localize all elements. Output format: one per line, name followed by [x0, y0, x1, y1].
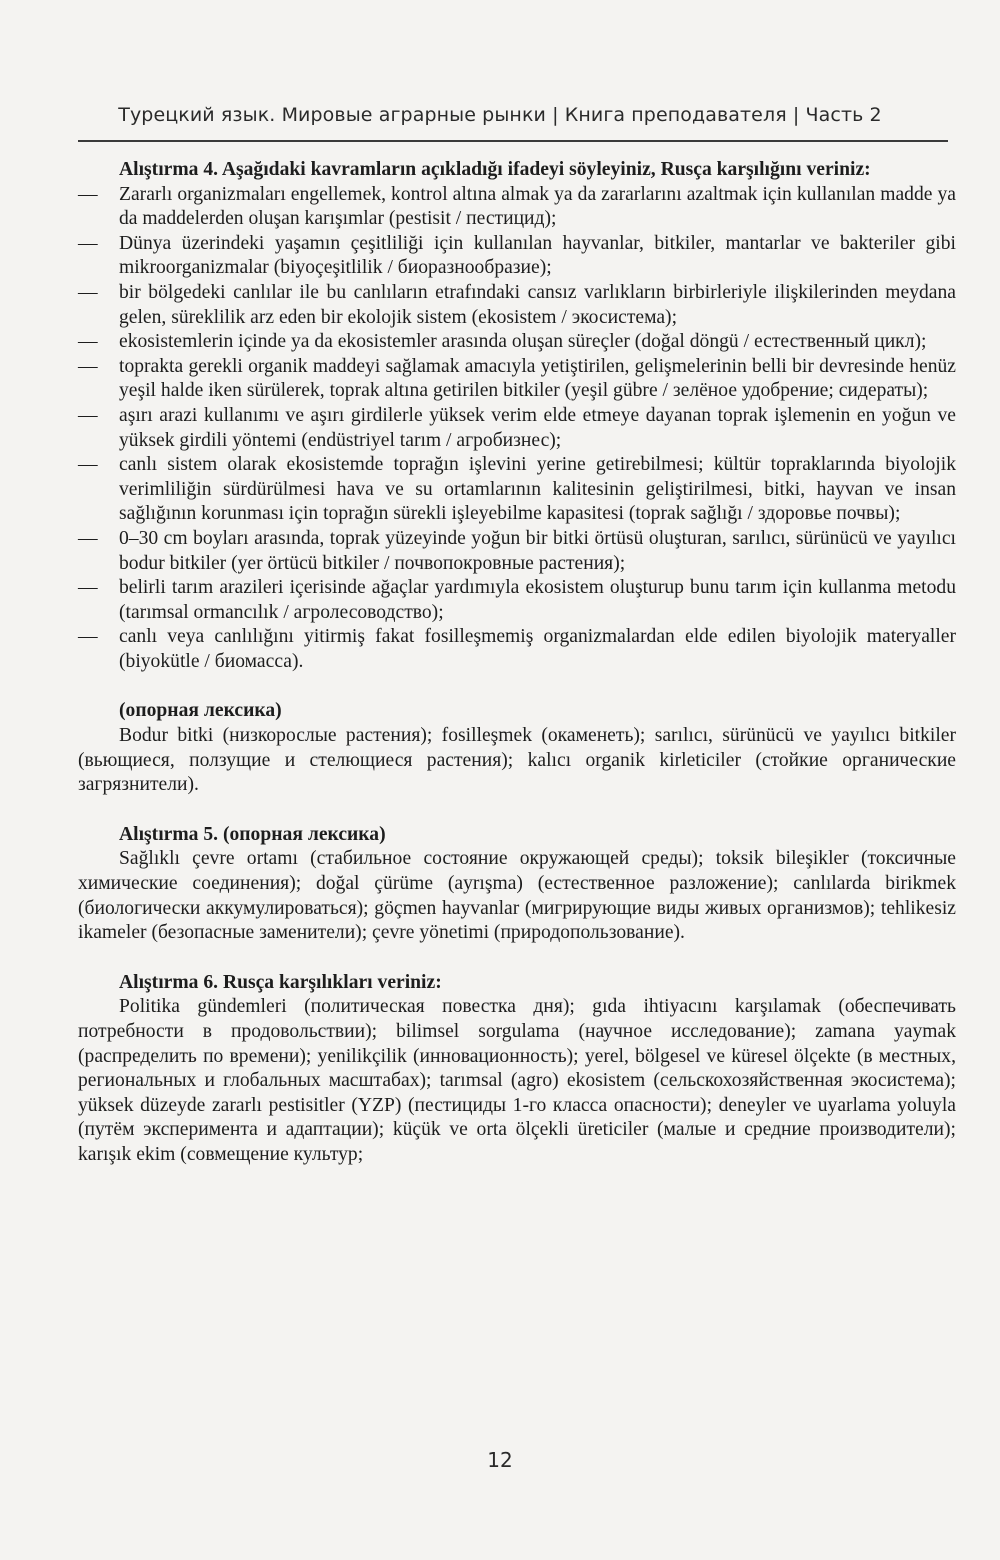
list-item-text: Zararlı organizmaları engellemek, kontrol altına almak ya da zararlarını azaltmak için kullanılan madde ya da maddelerden oluşan karışımlar (pestisit / пестицид); [119, 183, 956, 230]
list-item-text: canlı sistem olarak ekosistemde toprağın işlevini yerine getirebilmesi; kültür topraklarında biyolojik verimliliğin sürdürülmesi hava ve su ortamlarının kalitesinin geliştirilmesi, bitki, hayvan ve insan sağlığının korunması için toprağın sürekli işleyebilme kapasitesi (toprak sağlığı / здоровье почвы); [119, 454, 956, 525]
list-item [78, 404, 956, 453]
list-item [78, 330, 956, 355]
exercise-6-heading: Alıştırma 6. Rusça karşılıkları veriniz: [119, 971, 442, 993]
list-item-text: ekosistemlerin içinde ya da ekosistemler arasında oluşan süreçler (doğal döngü / естественный цикл); [119, 331, 927, 353]
exercise-4-list [78, 183, 956, 675]
list-item [78, 453, 956, 527]
list-item [78, 625, 956, 674]
dash-marker: — [78, 281, 98, 303]
exercise-5-paragraph: Sağlıklı çevre ortamı (стабильное состояние окружающей среды); toksik bileşikler (токсичные химические соединения); doğal çürüme (ayrışma) (естественное разложение); canlılarda birikmek (биологически аккумулироваться); göçmen hayvanlar (мигрирующие виды живых организмов); tehlikesiz ikameler (безопасные заменители); çevre yönetimi (природопользование). [78, 848, 956, 944]
page-content [78, 150, 956, 1168]
list-item-text: belirli tarım arazileri içerisinde ağaçlar yardımıyla ekosistem oluşturup bunu tarım için kullanma metodu (tarımsal ormancılık / агролесоводство); [119, 577, 956, 623]
running-header: Турецкий язык. Мировые аграрные рынки | Книга преподавателя | Часть 2 [118, 104, 882, 126]
list-item-text: aşırı arazi kullanımı ve aşırı girdilerle yüksek verim elde etmeye dayanan toprak işlemenin en yoğun ve yüksek girdili yöntemi (endüstriyel tarım / агробизнес); [119, 404, 956, 451]
header-rule [78, 140, 948, 142]
list-item-text: bir bölgedeki canlılar ile bu canlıların etrafındaki cansız varlıkların birbirleriyle ilişkilerinden meydana gelen, süreklilik arz eden bir ekolojik sistem (ekosistem / экосистема); [119, 281, 956, 328]
list-item-text: canlı veya canlılığını yitirmiş fakat fosilleşmemiş organizmalardan elde edilen biyolojik materyaller (biyokütle / биомасса). [119, 626, 956, 672]
dash-marker: — [78, 527, 98, 549]
dash-marker: — [78, 626, 98, 648]
dash-marker: — [78, 355, 98, 377]
list-item [78, 527, 956, 576]
exercise-4-heading: Alıştırma 4. Aşağıdaki kavramların açıkladığı ifadeyi söyleyiniz, Rusça karşılığını veriniz: [119, 159, 871, 180]
dash-marker: — [78, 331, 98, 353]
exercise-5-heading: Alıştırma 5. (опорная лексика) [119, 823, 386, 845]
list-item [78, 576, 956, 625]
page-number: 12 [487, 1448, 513, 1472]
vocab-heading: (опорная лексика) [119, 700, 282, 722]
exercise-6-section [78, 971, 956, 1168]
list-item [78, 183, 956, 232]
dash-marker: — [78, 577, 98, 599]
vocab-section [78, 699, 956, 797]
exercise-6-paragraph: Politika gündemleri (политическая повестка дня); gıda ihtiyacını karşılamak (обеспечивать потребности в продовольствии); bilimsel sorgulama (научное исследование); zamana yaymak (распределить по времени); yenilikçilik (инновационность); yerel, bölgesel ve küresel ölçekte (в местных, региональных и глобальных масштабах); tarımsal (agro) ekosistem (сельскохозяйственная экосистема); yüksek düzeyde zararlı pestisitler (YZP) (пестициды 1-го класса опасности); deneyler ve uyarlama yoluyla (путём эксперимента и адаптации); küçük ve orta ölçekli üreticiler (малые и средние производители); karışık ekim (совмещение культур; [78, 996, 956, 1165]
list-item-text: toprakta gerekli organik maddeyi sağlamak amacıyla yetiştirilen, gelişmelerinin belli bir devresinde henüz yeşil halde iken sürülerek, toprak altına getirilen bitkiler (yeşil gübre / зелёное удобрение; сидераты); [119, 355, 956, 402]
dash-marker: — [78, 404, 98, 426]
list-item [78, 355, 956, 404]
list-item-text: Dünya üzerindeki yaşamın çeşitliliği için kullanılan hayvanlar, bitkiler, mantarlar ve bakteriler gibi mikroorganizmalar (biyoçeşitlilik / биоразнообразие); [119, 232, 956, 279]
vocab-paragraph: Bodur bitki (низкорослые растения); fosilleşmek (окаменеть); sarılıcı, sürünücü ve yayılıcı bitkiler (вьющиеся, ползущие и стелющиеся растения); kalıcı organik kirleticiler (стойкие органические загрязнители). [78, 725, 956, 796]
list-item [78, 232, 956, 281]
dash-marker: — [78, 232, 98, 254]
dash-marker: — [78, 183, 98, 205]
exercise-5-section [78, 823, 956, 946]
dash-marker: — [78, 454, 98, 476]
list-item-text: 0–30 cm boyları arasında, toprak yüzeyinde yoğun bir bitki örtüsü oluşturan, sarılıcı, sürünücü ve yayılıcı bodur bitkiler (yer örtücü bitkiler / почвопокровные растения); [119, 527, 956, 574]
list-item [78, 281, 956, 330]
